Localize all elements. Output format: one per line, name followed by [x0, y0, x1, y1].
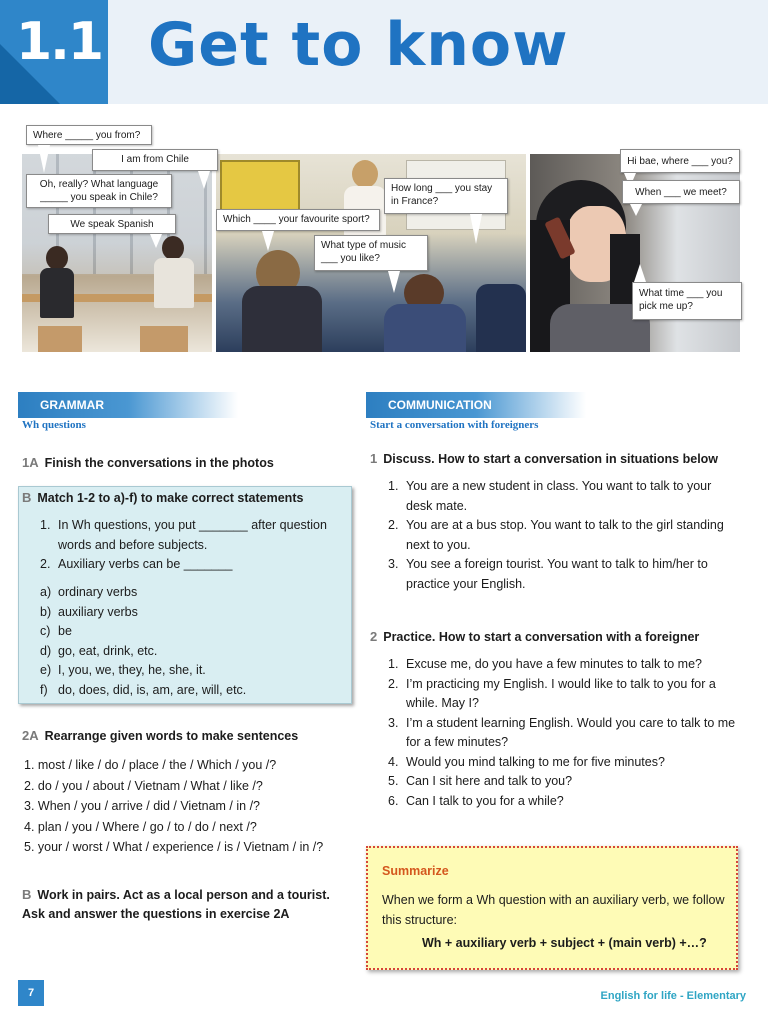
bubble-tail	[630, 204, 642, 216]
list-item: 3. When / you / arrive / did / Vietnam / in /?	[24, 799, 260, 813]
bubble-text: I am from Chile	[121, 154, 189, 165]
bubble-text: Oh, really? What language _____ you speak in Chile?	[39, 179, 159, 203]
list-item: b) auxiliary verbs	[40, 604, 138, 619]
rearrange-list	[24, 755, 364, 858]
speech-bubble-favourite-sport	[216, 209, 380, 231]
list-item: e) I, you, we, they, he, she, it.	[40, 663, 206, 677]
exercise-text: Work in pairs. Act as a local person and a tourist.	[37, 888, 330, 902]
list-item: 2. do / you / about / Vietnam / What / like /?	[24, 778, 263, 793]
bubble-tail	[634, 264, 646, 282]
summary-formula: Wh + auxiliary verb + subject + (main verb) +…?	[422, 936, 707, 950]
communication-exercise-2-title	[370, 629, 699, 644]
grammar-section-header	[18, 392, 238, 418]
bubble-text: We speak Spanish	[70, 219, 154, 230]
speech-bubble-what-language	[26, 174, 172, 208]
speech-bubble-type-of-music	[314, 235, 428, 271]
list-item: 1. In Wh questions, you put _______ after question words and before subjects.	[40, 518, 327, 552]
list-item: 2. Auxiliary verbs can be _______	[40, 557, 233, 571]
communication-subtitle: Start a conversation with foreigners	[370, 419, 539, 431]
list-item: 3. I’m a student learning English. Would you care to talk to me for a few minutes?	[388, 715, 736, 749]
bubble-tail	[388, 271, 400, 293]
list-item: 1. most / like / do / place / the / Which / you /?	[24, 758, 277, 772]
speech-bubble-when-meet	[622, 180, 740, 204]
speech-bubble-where-from	[26, 125, 152, 145]
page-number: 7	[18, 980, 44, 1006]
book-title: English for life - Elementary	[600, 990, 746, 1002]
match-options-list	[40, 583, 340, 700]
list-item: a) ordinary verbs	[40, 585, 138, 599]
bubble-text: Hi bae, where ___ you?	[627, 156, 733, 167]
exercise-2a-title	[22, 728, 298, 743]
page-title: Get to know	[148, 10, 569, 80]
summary-body: When we form a Wh question with an auxiliary verb, we follow this structure:	[382, 893, 725, 927]
speech-bubble-pick-me-up	[632, 282, 742, 320]
exercise-2b-title	[22, 887, 330, 902]
bubble-tail	[262, 231, 274, 251]
grammar-subtitle: Wh questions	[22, 419, 86, 431]
list-item: 4. plan / you / Where / go / to / do / next /?	[24, 819, 257, 834]
exercise-text: Finish the conversations in the photos	[44, 456, 274, 470]
bubble-text: Where _____ you from?	[33, 130, 141, 141]
communication-exercise-1-title	[370, 451, 718, 466]
exercise-text: Practice. How to start a conversation with a foreigner	[383, 630, 700, 644]
list-item: 5. Can I sit here and talk to you?	[388, 774, 573, 788]
list-item: 2. I’m practicing my English. I would like to talk to you for a while. May I?	[388, 676, 716, 710]
exercise-number: B	[22, 490, 32, 505]
exercise-number: 1	[370, 451, 378, 466]
list-item: 6. Can I talk to you for a while?	[388, 793, 564, 808]
list-item: 1. You are a new student in class. You want to talk to your desk mate.	[388, 479, 712, 513]
communication-header-label: COMMUNICATION	[388, 398, 492, 412]
exercise-1b-title	[22, 490, 303, 505]
unit-number: 1.1	[16, 12, 103, 72]
bubble-text: What time ___ you pick me up?	[639, 288, 723, 312]
list-item: f) do, does, did, is, am, are, will, etc.	[40, 682, 247, 697]
unit-badge	[0, 0, 108, 104]
speech-bubble-speak-spanish	[48, 214, 176, 234]
list-item: 4. Would you mind talking to me for five minutes?	[388, 754, 665, 769]
bubble-tail	[470, 214, 482, 244]
phrases-list	[388, 655, 738, 811]
bubble-text: Which ____ your favourite sport?	[223, 214, 370, 225]
exercise-number: 2	[370, 629, 378, 644]
bubble-tail	[150, 234, 162, 248]
list-item: 3. You see a foreign tourist. You want to talk to him/her to practice your English.	[388, 557, 708, 591]
exercise-text: Match 1-2 to a)-f) to make correct statements	[37, 491, 304, 505]
list-item: 2. You are at a bus stop. You want to talk to the girl standing next to you.	[388, 518, 724, 552]
bubble-tail	[38, 145, 50, 173]
speech-bubble-from-chile	[92, 149, 218, 171]
speech-bubble-where-are-you	[620, 149, 740, 173]
exercise-2b-line2: Ask and answer the questions in exercise 2A	[22, 907, 290, 921]
exercise-text: Rearrange given words to make sentences	[44, 729, 299, 743]
speech-bubble-how-long	[384, 178, 508, 214]
match-statements-list	[40, 516, 340, 575]
exercise-1a-title	[22, 455, 274, 470]
summary-title: Summarize	[382, 864, 449, 878]
list-item: d) go, eat, drink, etc.	[40, 643, 158, 658]
bubble-text: How long ___ you stay in France?	[391, 183, 493, 207]
exercise-number: B	[22, 887, 32, 902]
summary-box	[366, 846, 738, 970]
bubble-tail	[198, 171, 210, 189]
list-item: c) be	[40, 624, 72, 638]
bubble-text: What type of music ___ you like?	[321, 240, 407, 264]
list-item: 1. Excuse me, do you have a few minutes to talk to me?	[388, 657, 702, 671]
exercise-number: 2A	[22, 728, 39, 743]
situations-list	[388, 477, 738, 594]
exercise-number: 1A	[22, 455, 39, 470]
exercise-text: Discuss. How to start a conversation in situations below	[383, 452, 719, 466]
grammar-header-label: GRAMMAR	[40, 398, 104, 412]
bubble-text: When ___ we meet?	[635, 187, 727, 198]
communication-section-header	[366, 392, 586, 418]
list-item: 5. your / worst / What / experience / is / Vietnam / in /?	[24, 840, 324, 854]
